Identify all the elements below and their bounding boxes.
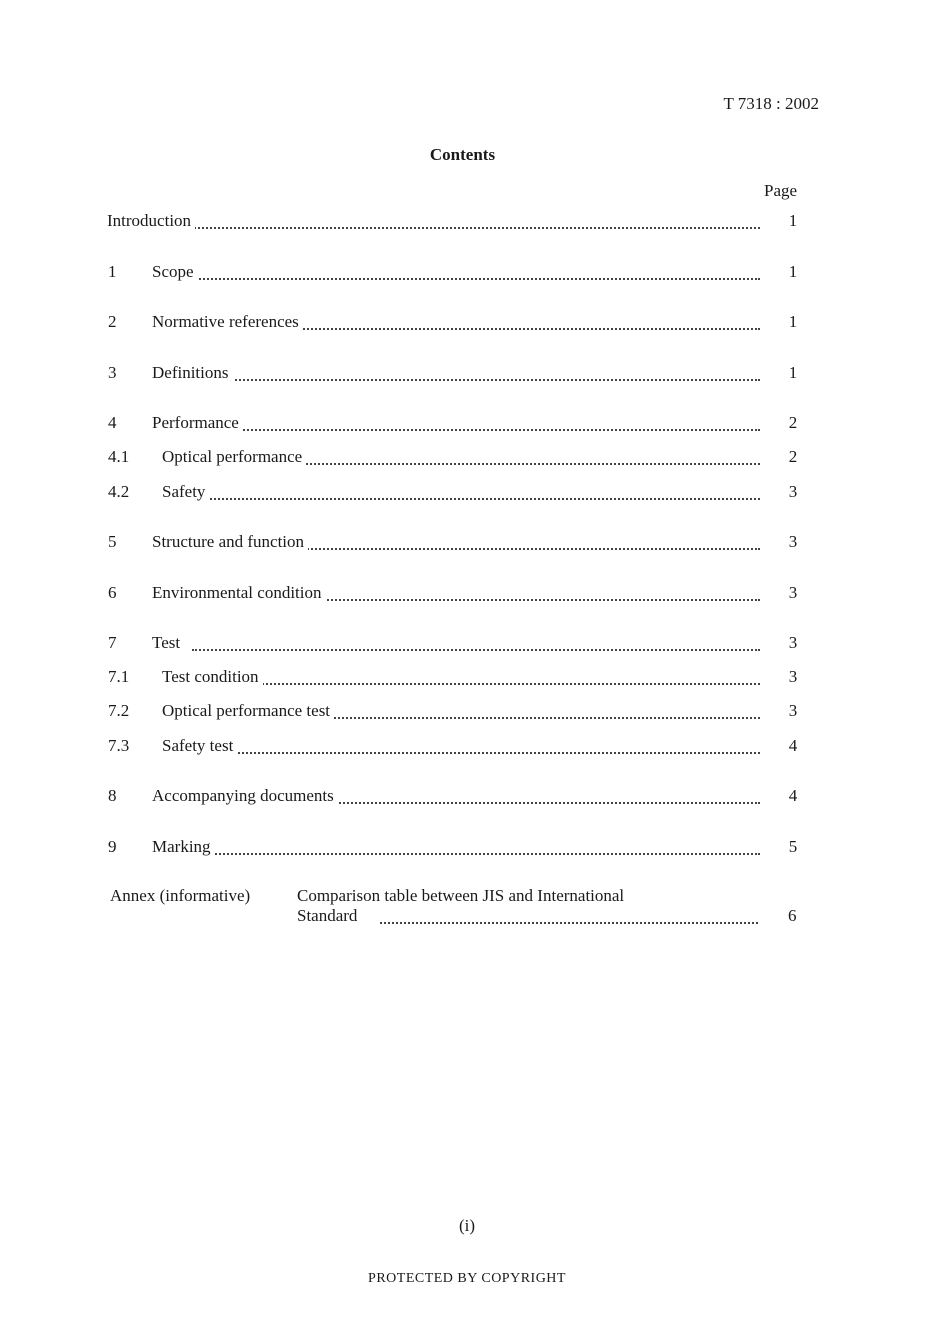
annex-page-number: 6 — [788, 906, 797, 925]
toc-entry-number: 8 — [108, 786, 117, 805]
toc-entry — [0, 482, 950, 504]
toc-entry — [0, 413, 950, 435]
toc-entry-page: 3 — [788, 701, 798, 720]
toc-entry-page: 4 — [788, 786, 798, 805]
toc-entry-title: Safety — [162, 482, 209, 502]
standard-number: T 7318 : 2002 — [723, 94, 819, 113]
toc-entry-title: Scope — [152, 262, 198, 282]
toc-entry-page: 3 — [788, 583, 798, 602]
toc-entry-title: Introduction — [107, 211, 195, 231]
toc-entry-number: 7.2 — [108, 701, 130, 720]
toc-entry-page: 1 — [788, 312, 798, 331]
toc-leader-dots — [202, 496, 760, 500]
toc-entry — [0, 262, 950, 284]
annex-title-line2: Standard — [297, 906, 361, 926]
toc-entry-page: 3 — [788, 532, 798, 551]
toc-entry-number: 4 — [108, 413, 117, 432]
toc-entry-number: 4.1 — [108, 447, 130, 466]
toc-entry-title: Optical performance test — [162, 701, 334, 721]
toc-entry-number: 3 — [108, 363, 117, 382]
toc-entry-page: 3 — [788, 633, 798, 652]
toc-entry-number: 5 — [108, 532, 117, 551]
toc-entry — [0, 211, 950, 233]
toc-leader-dots — [192, 851, 760, 855]
toc-entry-number: 7 — [108, 633, 117, 652]
toc-entry — [0, 701, 950, 723]
toc-leader-dots — [192, 647, 760, 651]
toc-leader-dots — [192, 377, 760, 381]
annex-leader-dots — [380, 920, 758, 924]
toc-entry-title: Definitions — [152, 363, 233, 383]
page-title: Contents — [429, 145, 496, 164]
toc-entry — [0, 786, 950, 808]
toc-leader-dots — [192, 276, 760, 280]
toc-entry-page: 1 — [788, 262, 798, 281]
toc-entry-title: Performance — [152, 413, 243, 433]
toc-entry-number: 2 — [108, 312, 117, 331]
toc-entry-title: Normative references — [152, 312, 303, 332]
footer-page-number: (i) — [458, 1216, 476, 1235]
toc-entry — [0, 736, 950, 758]
toc-entry — [0, 583, 950, 605]
toc-entry-title: Marking — [152, 837, 215, 857]
toc-entry-number: 6 — [108, 583, 117, 602]
toc-entry — [0, 633, 950, 655]
toc-leader-dots — [202, 750, 760, 754]
toc-entry-page: 4 — [788, 736, 798, 755]
toc-entry-page: 1 — [788, 211, 798, 230]
toc-entry-page: 5 — [788, 837, 798, 856]
toc-entry — [0, 837, 950, 859]
annex-label: Annex (informative) — [110, 886, 251, 905]
toc-leader-dots — [192, 427, 760, 431]
toc-entry — [0, 667, 950, 689]
toc-entry-title: Environmental condition — [152, 583, 326, 603]
toc-entry-page: 1 — [788, 363, 798, 382]
toc-entry-title: Structure and function — [152, 532, 308, 552]
page-column-label: Page — [764, 181, 798, 200]
toc-entry-page: 3 — [788, 667, 798, 686]
annex-title-line1: Comparison table between JIS and International — [297, 886, 625, 905]
toc-entry-number: 7.3 — [108, 736, 130, 755]
toc-entry — [0, 447, 950, 469]
toc-leader-dots — [147, 225, 760, 229]
toc-entry-title: Optical performance — [162, 447, 306, 467]
toc-entry-number: 7.1 — [108, 667, 130, 686]
toc-entry-page: 3 — [788, 482, 798, 501]
toc-entry-page: 2 — [788, 447, 798, 466]
toc-entry-number: 9 — [108, 837, 117, 856]
toc-entry-title: Test condition — [162, 667, 263, 687]
toc-entry — [0, 363, 950, 385]
toc-entry-number: 4.2 — [108, 482, 130, 501]
toc-entry-title: Accompanying documents — [152, 786, 338, 806]
toc-entry-page: 2 — [788, 413, 798, 432]
toc-entry-title: Safety test — [162, 736, 237, 756]
toc-entry-number: 1 — [108, 262, 117, 281]
toc-entry — [0, 532, 950, 554]
toc-entry-title: Test — [152, 633, 184, 653]
toc-entry — [0, 312, 950, 334]
toc-leader-dots — [202, 681, 760, 685]
footer-copyright: PROTECTED BY COPYRIGHT — [368, 1271, 566, 1286]
